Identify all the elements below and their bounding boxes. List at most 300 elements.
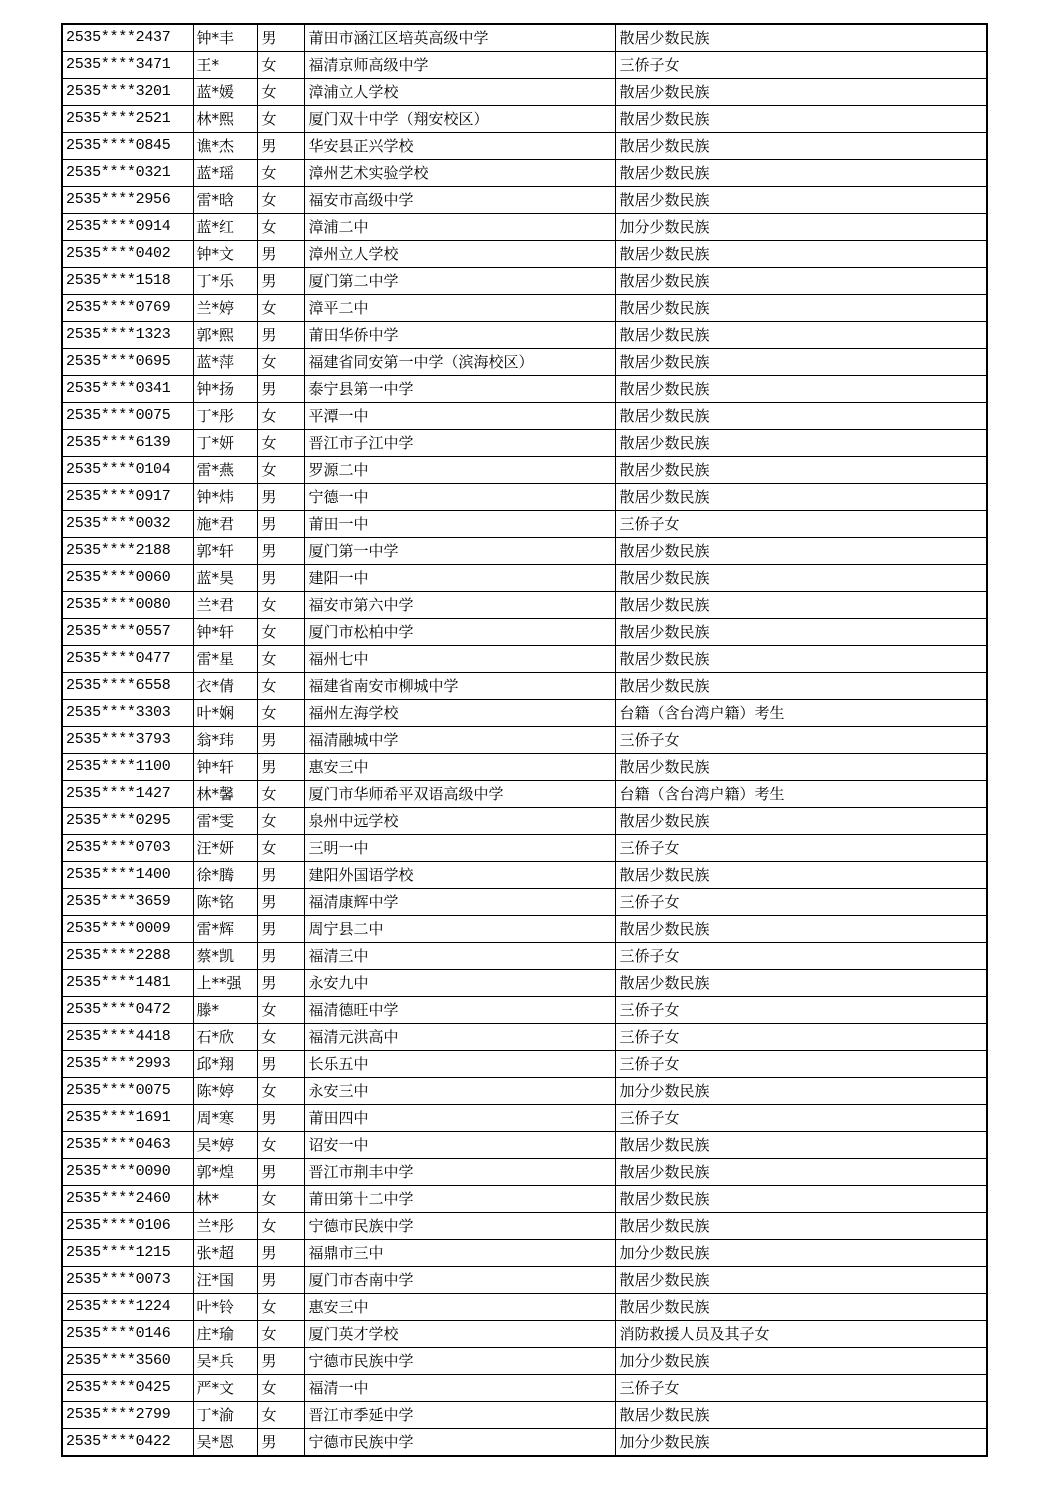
candidate-gender-cell: 女 <box>257 52 304 79</box>
table-row <box>62 646 987 673</box>
candidate-category-cell: 三侨子女 <box>615 52 987 79</box>
candidate-gender-cell: 女 <box>257 1132 304 1159</box>
table-row <box>62 754 987 781</box>
table-row <box>62 1375 987 1402</box>
candidate-gender-cell: 男 <box>257 133 304 160</box>
table-row <box>62 79 987 106</box>
table-row <box>62 1429 987 1457</box>
candidate-id-cell: 2535****0422 <box>62 1429 193 1457</box>
candidate-category-cell: 三侨子女 <box>615 511 987 538</box>
candidate-school-cell: 漳浦二中 <box>304 214 615 241</box>
candidate-gender-cell: 女 <box>257 1375 304 1402</box>
candidate-id-cell: 2535****0090 <box>62 1159 193 1186</box>
candidate-school-cell: 莆田一中 <box>304 511 615 538</box>
table-row <box>62 538 987 565</box>
table-row <box>62 1186 987 1213</box>
candidate-id-cell: 2535****2437 <box>62 24 193 52</box>
candidate-school-cell: 厦门市松柏中学 <box>304 619 615 646</box>
candidate-name-cell: 郭*轩 <box>193 538 257 565</box>
candidate-category-cell: 散居少数民族 <box>615 322 987 349</box>
candidate-id-cell: 2535****0321 <box>62 160 193 187</box>
candidate-gender-cell: 女 <box>257 295 304 322</box>
candidate-id-cell: 2535****1323 <box>62 322 193 349</box>
candidate-id-cell: 2535****1100 <box>62 754 193 781</box>
candidate-gender-cell: 男 <box>257 322 304 349</box>
candidate-gender-cell: 女 <box>257 403 304 430</box>
candidate-name-cell: 林*熙 <box>193 106 257 133</box>
candidate-name-cell: 雷*辉 <box>193 916 257 943</box>
candidate-category-cell: 加分少数民族 <box>615 1240 987 1267</box>
candidate-gender-cell: 女 <box>257 646 304 673</box>
candidate-rows <box>62 24 987 1456</box>
table-row <box>62 52 987 79</box>
candidate-id-cell: 2535****0009 <box>62 916 193 943</box>
table-row <box>62 889 987 916</box>
candidate-id-cell: 2535****0075 <box>62 403 193 430</box>
candidate-name-cell: 林*馨 <box>193 781 257 808</box>
candidate-category-cell: 散居少数民族 <box>615 1402 987 1429</box>
candidate-school-cell: 惠安三中 <box>304 1294 615 1321</box>
candidate-id-cell: 2535****1215 <box>62 1240 193 1267</box>
candidate-gender-cell: 女 <box>257 430 304 457</box>
candidate-id-cell: 2535****2956 <box>62 187 193 214</box>
table-row <box>62 862 987 889</box>
candidate-school-cell: 建阳一中 <box>304 565 615 592</box>
candidate-name-cell: 钟*文 <box>193 241 257 268</box>
table-row <box>62 484 987 511</box>
table-row <box>62 24 987 52</box>
candidate-category-cell: 散居少数民族 <box>615 619 987 646</box>
candidate-id-cell: 2535****0080 <box>62 592 193 619</box>
candidate-category-cell: 散居少数民族 <box>615 1294 987 1321</box>
candidate-school-cell: 平潭一中 <box>304 403 615 430</box>
candidate-category-cell: 三侨子女 <box>615 1051 987 1078</box>
candidate-id-cell: 2535****0073 <box>62 1267 193 1294</box>
candidate-category-cell: 散居少数民族 <box>615 808 987 835</box>
table-row <box>62 1105 987 1132</box>
candidate-gender-cell: 女 <box>257 1321 304 1348</box>
candidate-category-cell: 加分少数民族 <box>615 214 987 241</box>
candidate-gender-cell: 男 <box>257 970 304 997</box>
table-row <box>62 1024 987 1051</box>
candidate-school-cell: 莆田华侨中学 <box>304 322 615 349</box>
candidate-gender-cell: 男 <box>257 943 304 970</box>
candidate-gender-cell: 女 <box>257 781 304 808</box>
candidate-name-cell: 雷*燕 <box>193 457 257 484</box>
candidate-school-cell: 福鼎市三中 <box>304 1240 615 1267</box>
candidate-id-cell: 2535****0146 <box>62 1321 193 1348</box>
candidate-category-cell: 散居少数民族 <box>615 916 987 943</box>
candidate-name-cell: 庄*瑜 <box>193 1321 257 1348</box>
candidate-id-cell: 2535****1691 <box>62 1105 193 1132</box>
candidate-category-cell: 散居少数民族 <box>615 1132 987 1159</box>
candidate-name-cell: 蓝*萍 <box>193 349 257 376</box>
table-row <box>62 781 987 808</box>
candidate-category-cell: 三侨子女 <box>615 1105 987 1132</box>
candidate-category-cell: 加分少数民族 <box>615 1078 987 1105</box>
candidate-gender-cell: 男 <box>257 1348 304 1375</box>
candidate-gender-cell: 女 <box>257 835 304 862</box>
table-row <box>62 457 987 484</box>
candidate-id-cell: 2535****0075 <box>62 1078 193 1105</box>
candidate-category-cell: 散居少数民族 <box>615 484 987 511</box>
candidate-category-cell: 三侨子女 <box>615 727 987 754</box>
candidate-school-cell: 宁德一中 <box>304 484 615 511</box>
table-row <box>62 160 987 187</box>
candidate-category-cell: 散居少数民族 <box>615 646 987 673</box>
candidate-school-cell: 诏安一中 <box>304 1132 615 1159</box>
candidate-school-cell: 福清三中 <box>304 943 615 970</box>
candidate-name-cell: 钟*扬 <box>193 376 257 403</box>
candidate-gender-cell: 男 <box>257 565 304 592</box>
candidate-category-cell: 散居少数民族 <box>615 79 987 106</box>
candidate-id-cell: 2535****1224 <box>62 1294 193 1321</box>
candidate-school-cell: 泉州中远学校 <box>304 808 615 835</box>
table-row <box>62 916 987 943</box>
candidate-school-cell: 宁德市民族中学 <box>304 1429 615 1457</box>
candidate-id-cell: 2535****2521 <box>62 106 193 133</box>
candidate-gender-cell: 男 <box>257 538 304 565</box>
candidate-category-cell: 散居少数民族 <box>615 349 987 376</box>
candidate-name-cell: 上**强 <box>193 970 257 997</box>
candidate-name-cell: 蓝*红 <box>193 214 257 241</box>
candidate-school-cell: 漳州艺术实验学校 <box>304 160 615 187</box>
candidate-category-cell: 台籍（含台湾户籍）考生 <box>615 700 987 727</box>
candidate-gender-cell: 女 <box>257 808 304 835</box>
candidate-name-cell: 叶*娴 <box>193 700 257 727</box>
table-row <box>62 1159 987 1186</box>
candidate-gender-cell: 男 <box>257 484 304 511</box>
candidate-id-cell: 2535****0769 <box>62 295 193 322</box>
candidate-table <box>61 23 988 1457</box>
table-row <box>62 997 987 1024</box>
candidate-gender-cell: 男 <box>257 1051 304 1078</box>
candidate-category-cell: 三侨子女 <box>615 1024 987 1051</box>
candidate-gender-cell: 女 <box>257 592 304 619</box>
candidate-gender-cell: 女 <box>257 673 304 700</box>
candidate-category-cell: 散居少数民族 <box>615 160 987 187</box>
candidate-id-cell: 2535****0914 <box>62 214 193 241</box>
candidate-id-cell: 2535****3471 <box>62 52 193 79</box>
table-row <box>62 1078 987 1105</box>
candidate-school-cell: 晋江市季延中学 <box>304 1402 615 1429</box>
candidate-name-cell: 丁*彤 <box>193 403 257 430</box>
table-row <box>62 187 987 214</box>
candidate-id-cell: 2535****4418 <box>62 1024 193 1051</box>
candidate-category-cell: 散居少数民族 <box>615 295 987 322</box>
table-row <box>62 727 987 754</box>
candidate-gender-cell: 女 <box>257 457 304 484</box>
candidate-school-cell: 福清融城中学 <box>304 727 615 754</box>
candidate-id-cell: 2535****0032 <box>62 511 193 538</box>
candidate-id-cell: 2535****2188 <box>62 538 193 565</box>
candidate-school-cell: 宁德市民族中学 <box>304 1213 615 1240</box>
candidate-gender-cell: 男 <box>257 1105 304 1132</box>
candidate-category-cell: 散居少数民族 <box>615 376 987 403</box>
candidate-category-cell: 三侨子女 <box>615 943 987 970</box>
candidate-id-cell: 2535****0845 <box>62 133 193 160</box>
candidate-gender-cell: 女 <box>257 160 304 187</box>
table-row <box>62 106 987 133</box>
candidate-category-cell: 散居少数民族 <box>615 133 987 160</box>
candidate-gender-cell: 女 <box>257 1294 304 1321</box>
candidate-name-cell: 钟*轩 <box>193 619 257 646</box>
candidate-category-cell: 三侨子女 <box>615 889 987 916</box>
candidate-name-cell: 林* <box>193 1186 257 1213</box>
candidate-gender-cell: 男 <box>257 376 304 403</box>
candidate-name-cell: 张*超 <box>193 1240 257 1267</box>
table-row <box>62 1294 987 1321</box>
table-row <box>62 241 987 268</box>
candidate-category-cell: 散居少数民族 <box>615 268 987 295</box>
table-row <box>62 835 987 862</box>
candidate-gender-cell: 女 <box>257 214 304 241</box>
candidate-gender-cell: 女 <box>257 1078 304 1105</box>
candidate-school-cell: 厦门双十中学（翔安校区） <box>304 106 615 133</box>
candidate-name-cell: 蓝*媛 <box>193 79 257 106</box>
candidate-name-cell: 郭*煌 <box>193 1159 257 1186</box>
candidate-gender-cell: 女 <box>257 1024 304 1051</box>
candidate-category-cell: 散居少数民族 <box>615 673 987 700</box>
table-row <box>62 619 987 646</box>
candidate-category-cell: 三侨子女 <box>615 835 987 862</box>
candidate-school-cell: 福安市第六中学 <box>304 592 615 619</box>
candidate-category-cell: 散居少数民族 <box>615 241 987 268</box>
candidate-id-cell: 2535****3793 <box>62 727 193 754</box>
candidate-category-cell: 散居少数民族 <box>615 1159 987 1186</box>
candidate-id-cell: 2535****0703 <box>62 835 193 862</box>
candidate-gender-cell: 男 <box>257 1267 304 1294</box>
candidate-id-cell: 2535****3201 <box>62 79 193 106</box>
candidate-category-cell: 加分少数民族 <box>615 1429 987 1457</box>
table-row <box>62 565 987 592</box>
candidate-gender-cell: 女 <box>257 1213 304 1240</box>
candidate-id-cell: 2535****0295 <box>62 808 193 835</box>
candidate-gender-cell: 男 <box>257 916 304 943</box>
candidate-gender-cell: 男 <box>257 241 304 268</box>
candidate-name-cell: 丁*妍 <box>193 430 257 457</box>
candidate-school-cell: 莆田市涵江区培英高级中学 <box>304 24 615 52</box>
candidate-name-cell: 雷*星 <box>193 646 257 673</box>
candidate-school-cell: 莆田第十二中学 <box>304 1186 615 1213</box>
table-row <box>62 970 987 997</box>
candidate-gender-cell: 男 <box>257 862 304 889</box>
candidate-school-cell: 建阳外国语学校 <box>304 862 615 889</box>
candidate-name-cell: 衣*倩 <box>193 673 257 700</box>
candidate-school-cell: 福清京师高级中学 <box>304 52 615 79</box>
candidate-id-cell: 2535****1427 <box>62 781 193 808</box>
candidate-category-cell: 散居少数民族 <box>615 970 987 997</box>
candidate-school-cell: 漳州立人学校 <box>304 241 615 268</box>
table-row <box>62 214 987 241</box>
candidate-school-cell: 福清康辉中学 <box>304 889 615 916</box>
candidate-school-cell: 莆田四中 <box>304 1105 615 1132</box>
table-row <box>62 403 987 430</box>
candidate-id-cell: 2535****1400 <box>62 862 193 889</box>
candidate-id-cell: 2535****6558 <box>62 673 193 700</box>
candidate-name-cell: 兰*婷 <box>193 295 257 322</box>
candidate-id-cell: 2535****0060 <box>62 565 193 592</box>
candidate-gender-cell: 男 <box>257 268 304 295</box>
candidate-id-cell: 2535****3560 <box>62 1348 193 1375</box>
candidate-id-cell: 2535****2993 <box>62 1051 193 1078</box>
table-row <box>62 592 987 619</box>
table-row <box>62 1348 987 1375</box>
candidate-name-cell: 施*君 <box>193 511 257 538</box>
candidate-id-cell: 2535****0402 <box>62 241 193 268</box>
candidate-school-cell: 福建省同安第一中学（滨海校区） <box>304 349 615 376</box>
candidate-gender-cell: 女 <box>257 79 304 106</box>
candidate-name-cell: 郭*熙 <box>193 322 257 349</box>
table-row <box>62 700 987 727</box>
candidate-school-cell: 永安九中 <box>304 970 615 997</box>
table-row <box>62 1402 987 1429</box>
candidate-school-cell: 漳浦立人学校 <box>304 79 615 106</box>
table-row <box>62 1240 987 1267</box>
candidate-id-cell: 2535****3303 <box>62 700 193 727</box>
table-row <box>62 349 987 376</box>
candidate-name-cell: 周*寒 <box>193 1105 257 1132</box>
candidate-name-cell: 邱*翔 <box>193 1051 257 1078</box>
candidate-school-cell: 晋江市子江中学 <box>304 430 615 457</box>
candidate-name-cell: 兰*君 <box>193 592 257 619</box>
candidate-gender-cell: 女 <box>257 997 304 1024</box>
candidate-name-cell: 汪*国 <box>193 1267 257 1294</box>
candidate-school-cell: 福清元洪高中 <box>304 1024 615 1051</box>
candidate-category-cell: 散居少数民族 <box>615 1267 987 1294</box>
candidate-category-cell: 散居少数民族 <box>615 430 987 457</box>
candidate-name-cell: 吴*兵 <box>193 1348 257 1375</box>
candidate-name-cell: 汪*妍 <box>193 835 257 862</box>
candidate-school-cell: 福州左海学校 <box>304 700 615 727</box>
table-row <box>62 673 987 700</box>
candidate-school-cell: 罗源二中 <box>304 457 615 484</box>
candidate-gender-cell: 男 <box>257 1429 304 1457</box>
candidate-name-cell: 徐*腾 <box>193 862 257 889</box>
candidate-gender-cell: 男 <box>257 754 304 781</box>
candidate-id-cell: 2535****0106 <box>62 1213 193 1240</box>
candidate-gender-cell: 男 <box>257 1159 304 1186</box>
candidate-category-cell: 台籍（含台湾户籍）考生 <box>615 781 987 808</box>
candidate-gender-cell: 女 <box>257 106 304 133</box>
candidate-name-cell: 陈*铭 <box>193 889 257 916</box>
candidate-gender-cell: 女 <box>257 619 304 646</box>
candidate-school-cell: 华安县正兴学校 <box>304 133 615 160</box>
candidate-category-cell: 三侨子女 <box>615 997 987 1024</box>
candidate-name-cell: 钟*丰 <box>193 24 257 52</box>
candidate-gender-cell: 男 <box>257 1240 304 1267</box>
candidate-name-cell: 吴*恩 <box>193 1429 257 1457</box>
candidate-category-cell: 消防救援人员及其子女 <box>615 1321 987 1348</box>
candidate-gender-cell: 男 <box>257 511 304 538</box>
candidate-school-cell: 三明一中 <box>304 835 615 862</box>
candidate-id-cell: 2535****0477 <box>62 646 193 673</box>
candidate-name-cell: 石*欣 <box>193 1024 257 1051</box>
table-row <box>62 268 987 295</box>
candidate-id-cell: 2535****0425 <box>62 1375 193 1402</box>
candidate-school-cell: 厦门第一中学 <box>304 538 615 565</box>
candidate-name-cell: 王* <box>193 52 257 79</box>
candidate-gender-cell: 男 <box>257 889 304 916</box>
table-row <box>62 943 987 970</box>
candidate-name-cell: 滕* <box>193 997 257 1024</box>
candidate-school-cell: 福清一中 <box>304 1375 615 1402</box>
candidate-school-cell: 晋江市荆丰中学 <box>304 1159 615 1186</box>
candidate-id-cell: 2535****0104 <box>62 457 193 484</box>
candidate-school-cell: 福清德旺中学 <box>304 997 615 1024</box>
candidate-school-cell: 厦门第二中学 <box>304 268 615 295</box>
candidate-name-cell: 钟*轩 <box>193 754 257 781</box>
candidate-school-cell: 漳平二中 <box>304 295 615 322</box>
candidate-school-cell: 福建省南安市柳城中学 <box>304 673 615 700</box>
candidate-gender-cell: 男 <box>257 727 304 754</box>
candidate-gender-cell: 女 <box>257 1186 304 1213</box>
candidate-school-cell: 泰宁县第一中学 <box>304 376 615 403</box>
candidate-id-cell: 2535****2460 <box>62 1186 193 1213</box>
candidate-category-cell: 散居少数民族 <box>615 106 987 133</box>
candidate-school-cell: 周宁县二中 <box>304 916 615 943</box>
candidate-name-cell: 兰*彤 <box>193 1213 257 1240</box>
candidate-category-cell: 散居少数民族 <box>615 403 987 430</box>
table-row <box>62 1132 987 1159</box>
candidate-name-cell: 吴*婷 <box>193 1132 257 1159</box>
candidate-school-cell: 福安市高级中学 <box>304 187 615 214</box>
candidate-id-cell: 2535****0463 <box>62 1132 193 1159</box>
candidate-category-cell: 散居少数民族 <box>615 565 987 592</box>
candidate-gender-cell: 女 <box>257 700 304 727</box>
candidate-id-cell: 2535****0472 <box>62 997 193 1024</box>
candidate-school-cell: 厦门市杏南中学 <box>304 1267 615 1294</box>
candidate-gender-cell: 女 <box>257 1402 304 1429</box>
candidate-category-cell: 散居少数民族 <box>615 187 987 214</box>
candidate-name-cell: 翁*玮 <box>193 727 257 754</box>
candidate-category-cell: 三侨子女 <box>615 1375 987 1402</box>
table-row <box>62 1051 987 1078</box>
table-row <box>62 430 987 457</box>
candidate-gender-cell: 女 <box>257 349 304 376</box>
candidate-name-cell: 叶*铃 <box>193 1294 257 1321</box>
candidate-id-cell: 2535****0341 <box>62 376 193 403</box>
candidate-school-cell: 永安三中 <box>304 1078 615 1105</box>
candidate-gender-cell: 女 <box>257 187 304 214</box>
candidate-name-cell: 蔡*凯 <box>193 943 257 970</box>
table-row <box>62 808 987 835</box>
candidate-category-cell: 散居少数民族 <box>615 1213 987 1240</box>
candidate-name-cell: 严*文 <box>193 1375 257 1402</box>
candidate-id-cell: 2535****2288 <box>62 943 193 970</box>
candidate-school-cell: 厦门英才学校 <box>304 1321 615 1348</box>
table-row <box>62 1321 987 1348</box>
candidate-school-cell: 福州七中 <box>304 646 615 673</box>
table-row <box>62 511 987 538</box>
candidate-name-cell: 丁*乐 <box>193 268 257 295</box>
candidate-id-cell: 2535****0917 <box>62 484 193 511</box>
candidate-category-cell: 散居少数民族 <box>615 862 987 889</box>
candidate-name-cell: 雷*雯 <box>193 808 257 835</box>
candidate-category-cell: 加分少数民族 <box>615 1348 987 1375</box>
candidate-id-cell: 2535****1518 <box>62 268 193 295</box>
candidate-name-cell: 谯*杰 <box>193 133 257 160</box>
candidate-category-cell: 散居少数民族 <box>615 24 987 52</box>
candidate-school-cell: 长乐五中 <box>304 1051 615 1078</box>
candidate-gender-cell: 男 <box>257 24 304 52</box>
candidate-category-cell: 散居少数民族 <box>615 1186 987 1213</box>
candidate-school-cell: 宁德市民族中学 <box>304 1348 615 1375</box>
candidate-category-cell: 散居少数民族 <box>615 754 987 781</box>
candidate-category-cell: 散居少数民族 <box>615 538 987 565</box>
candidate-name-cell: 钟*炜 <box>193 484 257 511</box>
table-row <box>62 376 987 403</box>
